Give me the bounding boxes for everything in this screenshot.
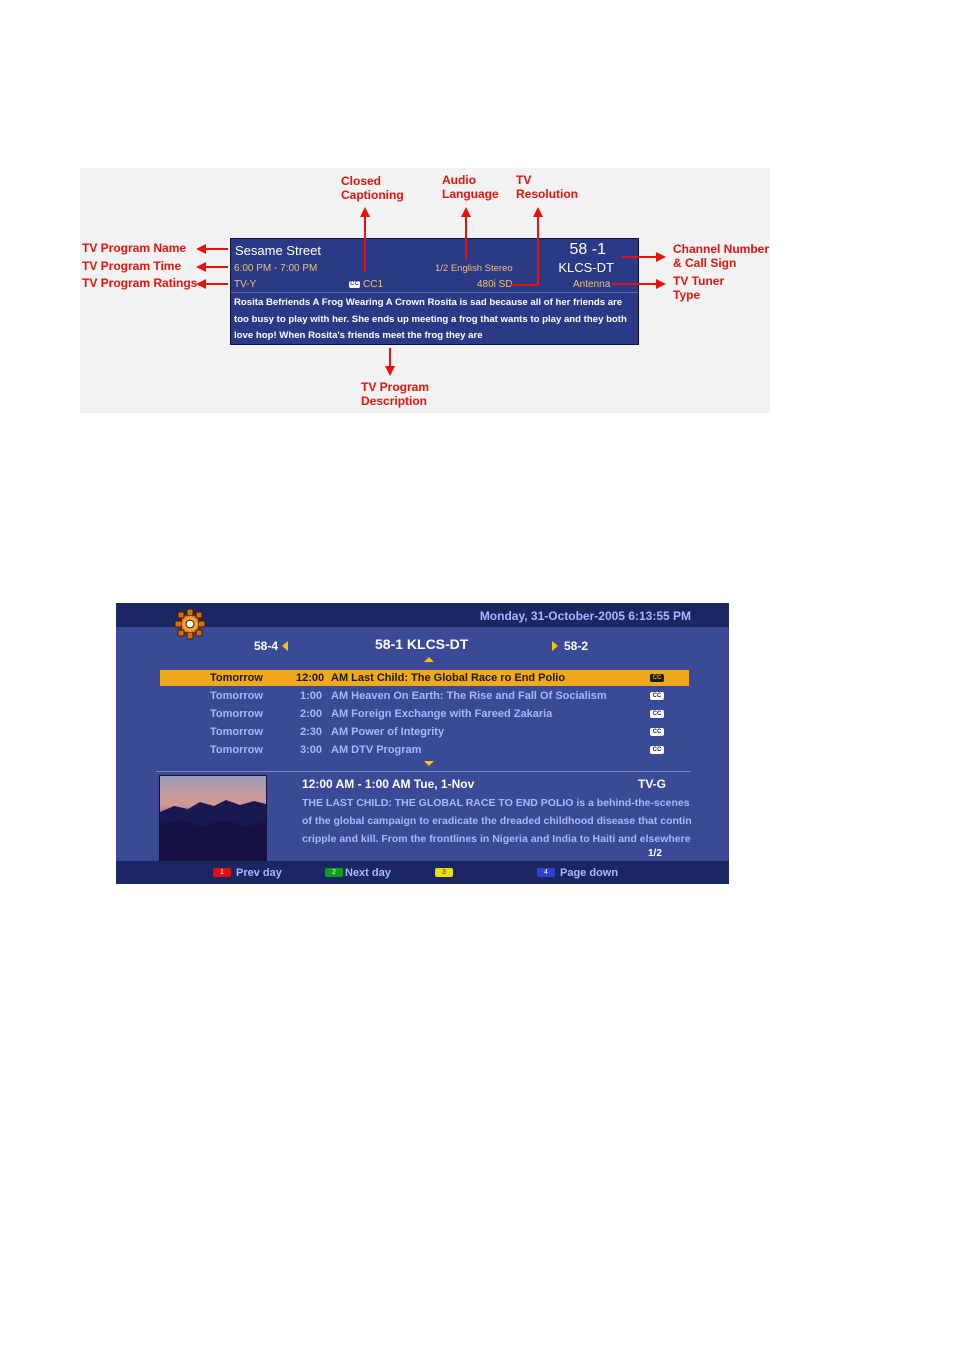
cc-icon: CC [650, 728, 664, 736]
audio-language: 1/2 English Stereo [435, 263, 513, 274]
cc-icon: CC [650, 710, 664, 718]
row-title: AM Foreign Exchange with Fareed Zakaria [331, 708, 553, 720]
callout-tuner-type: TV Tuner Type [673, 274, 725, 302]
row-time: 2:30 [299, 726, 322, 738]
red-key-icon[interactable]: 1 [213, 868, 231, 877]
callout-tv-resolution: TV Resolution [516, 173, 578, 201]
resolution: 480i SD [477, 279, 513, 290]
yellow-key-icon[interactable]: 3 [435, 868, 453, 877]
right-arrow-icon[interactable] [552, 641, 558, 651]
row-day: Tomorrow [210, 708, 263, 720]
row-time: 2:00 [299, 708, 322, 720]
cc-label: CC1 [363, 279, 384, 290]
program-row[interactable] [160, 742, 689, 758]
prev-channel[interactable]: 58-4 [254, 639, 279, 653]
next-channel[interactable]: 58-2 [564, 639, 589, 653]
row-day: Tomorrow [210, 744, 263, 756]
program-description: Rosita Befriends A Frog Wearing A Crown Rosita is sad because all of her friends are too busy to play with her. She ends up meeting a frog that wants to play and they both love hop! When Rosita's friends meet the frog they are [234, 297, 627, 342]
program-guide-screen [116, 603, 729, 884]
page-indicator: 1/2 [648, 848, 662, 859]
settings-gear-icon[interactable] [174, 608, 206, 640]
left-arrow-icon[interactable] [282, 641, 288, 651]
cc-icon: CC [650, 692, 664, 700]
tuner-type: Antenna [573, 279, 611, 290]
program-row-selected[interactable] [160, 670, 689, 686]
scroll-down-icon[interactable] [424, 761, 434, 766]
callout-channel-number: Channel Number & Call Sign [673, 242, 770, 270]
program-name: Sesame Street [235, 243, 321, 258]
program-row[interactable] [160, 724, 689, 740]
next-day-button[interactable]: Next day [345, 867, 391, 879]
cc-icon: CC [350, 280, 359, 287]
program-row[interactable] [160, 706, 689, 722]
current-channel: 58-1 KLCS-DT [375, 636, 469, 652]
cc-icon: CC [650, 674, 664, 682]
channel-number: 58 -1 [569, 241, 606, 258]
details-time: 12:00 AM - 1:00 AM Tue, 1-Nov [302, 777, 475, 791]
page-down-button[interactable]: Page down [560, 867, 619, 879]
guide-footer [116, 861, 729, 884]
program-thumbnail [159, 775, 267, 861]
details-rating: TV-G [638, 777, 667, 791]
program-row[interactable] [160, 688, 689, 704]
cc-icon: CC [650, 746, 664, 754]
row-day: Tomorrow [210, 690, 263, 702]
row-time: 12:00 [296, 672, 325, 684]
row-title: AM DTV Program [331, 744, 422, 756]
row-title: AM Last Child: The Global Race ro End Polio [331, 672, 566, 684]
details-description: THE LAST CHILD: THE GLOBAL RACE TO END POLIO is a behind-the-scenes of the global campaign to eradicate the dreaded childhood disease that contin cripple and kill. From the frontlines in Nigeria and India to Haiti and elsewhere [302, 797, 692, 845]
callout-program-ratings: TV Program Ratings [82, 276, 198, 290]
blue-key-icon[interactable]: 4 [537, 868, 555, 877]
prev-day-button[interactable]: Prev day [236, 867, 282, 879]
callout-program-name: TV Program Name [82, 241, 187, 255]
row-time: 3:00 [299, 744, 322, 756]
program-rating: TV-Y [234, 279, 257, 290]
callout-closed-captioning: Closed Captioning [341, 174, 404, 202]
program-time: 6:00 PM - 7:00 PM [234, 263, 318, 274]
green-key-icon[interactable]: 2 [325, 868, 343, 877]
mountain-landscape-image [160, 776, 266, 860]
row-title: AM Power of Integrity [331, 726, 445, 738]
row-title: AM Heaven On Earth: The Rise and Fall Of Socialism [331, 690, 607, 702]
row-day: Tomorrow [210, 726, 263, 738]
callout-audio-language: Audio Language [442, 173, 499, 201]
callout-program-time: TV Program Time [82, 259, 182, 273]
callout-arrows [0, 0, 954, 420]
callout-program-description: TV Program Description [361, 380, 430, 408]
divider [156, 771, 691, 772]
current-datetime: Monday, 31-October-2005 6:13:55 PM [479, 609, 691, 623]
scroll-up-icon[interactable] [424, 657, 434, 662]
row-time: 1:00 [299, 690, 322, 702]
call-sign: KLCS-DT [558, 260, 614, 275]
row-day: Tomorrow [210, 672, 263, 684]
